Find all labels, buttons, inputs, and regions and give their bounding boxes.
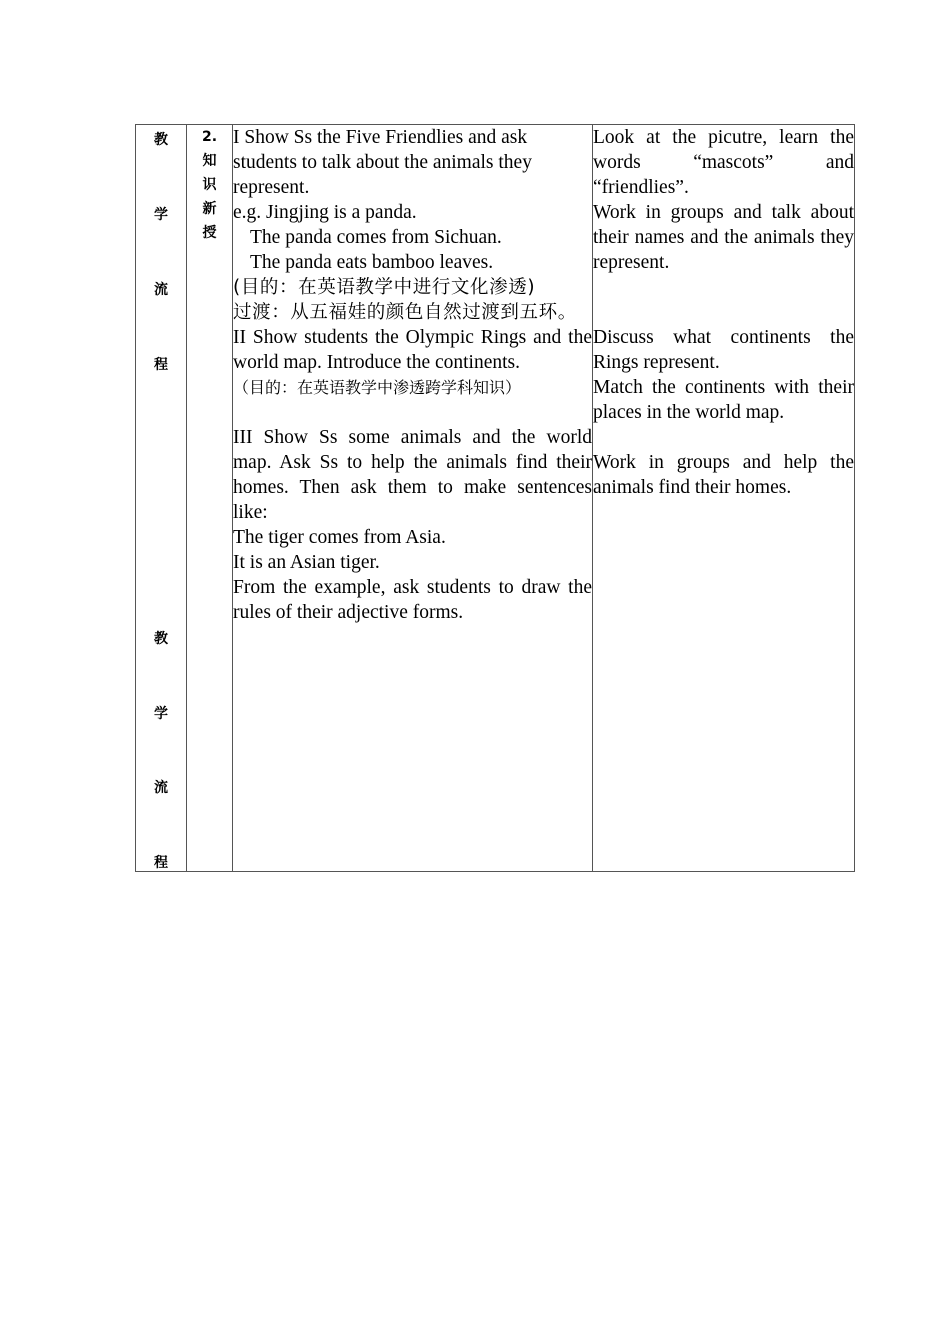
step-label-char: 2. xyxy=(201,129,218,145)
step-label-char: 识 xyxy=(202,177,217,193)
student-activity: Match the continents with their places in the world map. xyxy=(593,377,854,423)
step-label-char: 授 xyxy=(202,225,217,241)
section-label-char: 教 xyxy=(154,631,168,647)
section-label-char: 程 xyxy=(154,357,168,373)
step-label-cell xyxy=(187,125,233,872)
table-row xyxy=(136,125,855,872)
step-label-char: 新 xyxy=(202,201,217,217)
student-activity: Work in groups and help the animals find their homes. xyxy=(593,452,854,498)
step-label-char: 知 xyxy=(202,153,217,169)
student-activities-cell xyxy=(593,125,855,872)
lesson-plan-table xyxy=(135,124,855,872)
section-label-char: 流 xyxy=(154,780,168,796)
section-label-char: 程 xyxy=(154,855,168,871)
section-label-cell xyxy=(136,125,187,872)
purpose-note: （目的：在英语教学中渗透跨学科知识） xyxy=(233,378,522,397)
example-sentence: The panda eats bamboo leaves. xyxy=(250,252,494,273)
teacher-activities-cell xyxy=(233,125,593,872)
purpose-note: (目的：在英语教学中进行文化渗透) xyxy=(233,277,536,298)
section-label-char: 流 xyxy=(154,282,168,298)
example-sentence: e.g. Jingjing is a panda. xyxy=(233,202,417,223)
teacher-step-2: II Show students the Olympic Rings and the world map. Introduce the continents. xyxy=(233,327,592,373)
student-activity: Discuss what continents the Rings represent. xyxy=(593,327,854,373)
teacher-step-3: III Show Ss some animals and the world map. Ask Ss to help the animals find their homes. Then ask them to make sentences like: xyxy=(233,427,592,523)
example-sentence: The tiger comes from Asia. xyxy=(233,527,446,548)
student-activity: Work in groups and talk about their names and the animals they represent. xyxy=(593,202,854,273)
teacher-step-3-conclusion: From the example, ask students to draw the rules of their adjective forms. xyxy=(233,577,592,623)
section-label-char: 学 xyxy=(154,706,168,722)
example-sentence: The panda comes from Sichuan. xyxy=(250,227,502,248)
example-sentence: It is an Asian tiger. xyxy=(233,552,380,573)
teacher-step-1: I Show Ss the Five Friendlies and ask students to talk about the animals they represent. xyxy=(233,127,532,198)
section-label-char: 学 xyxy=(154,207,168,223)
student-activity: Look at the picutre, learn the words “mascots” and “friendlies”. xyxy=(593,127,854,198)
section-label-char: 教 xyxy=(154,132,168,148)
transition-note: 过渡：从五福娃的颜色自然过渡到五环。 xyxy=(233,302,577,323)
